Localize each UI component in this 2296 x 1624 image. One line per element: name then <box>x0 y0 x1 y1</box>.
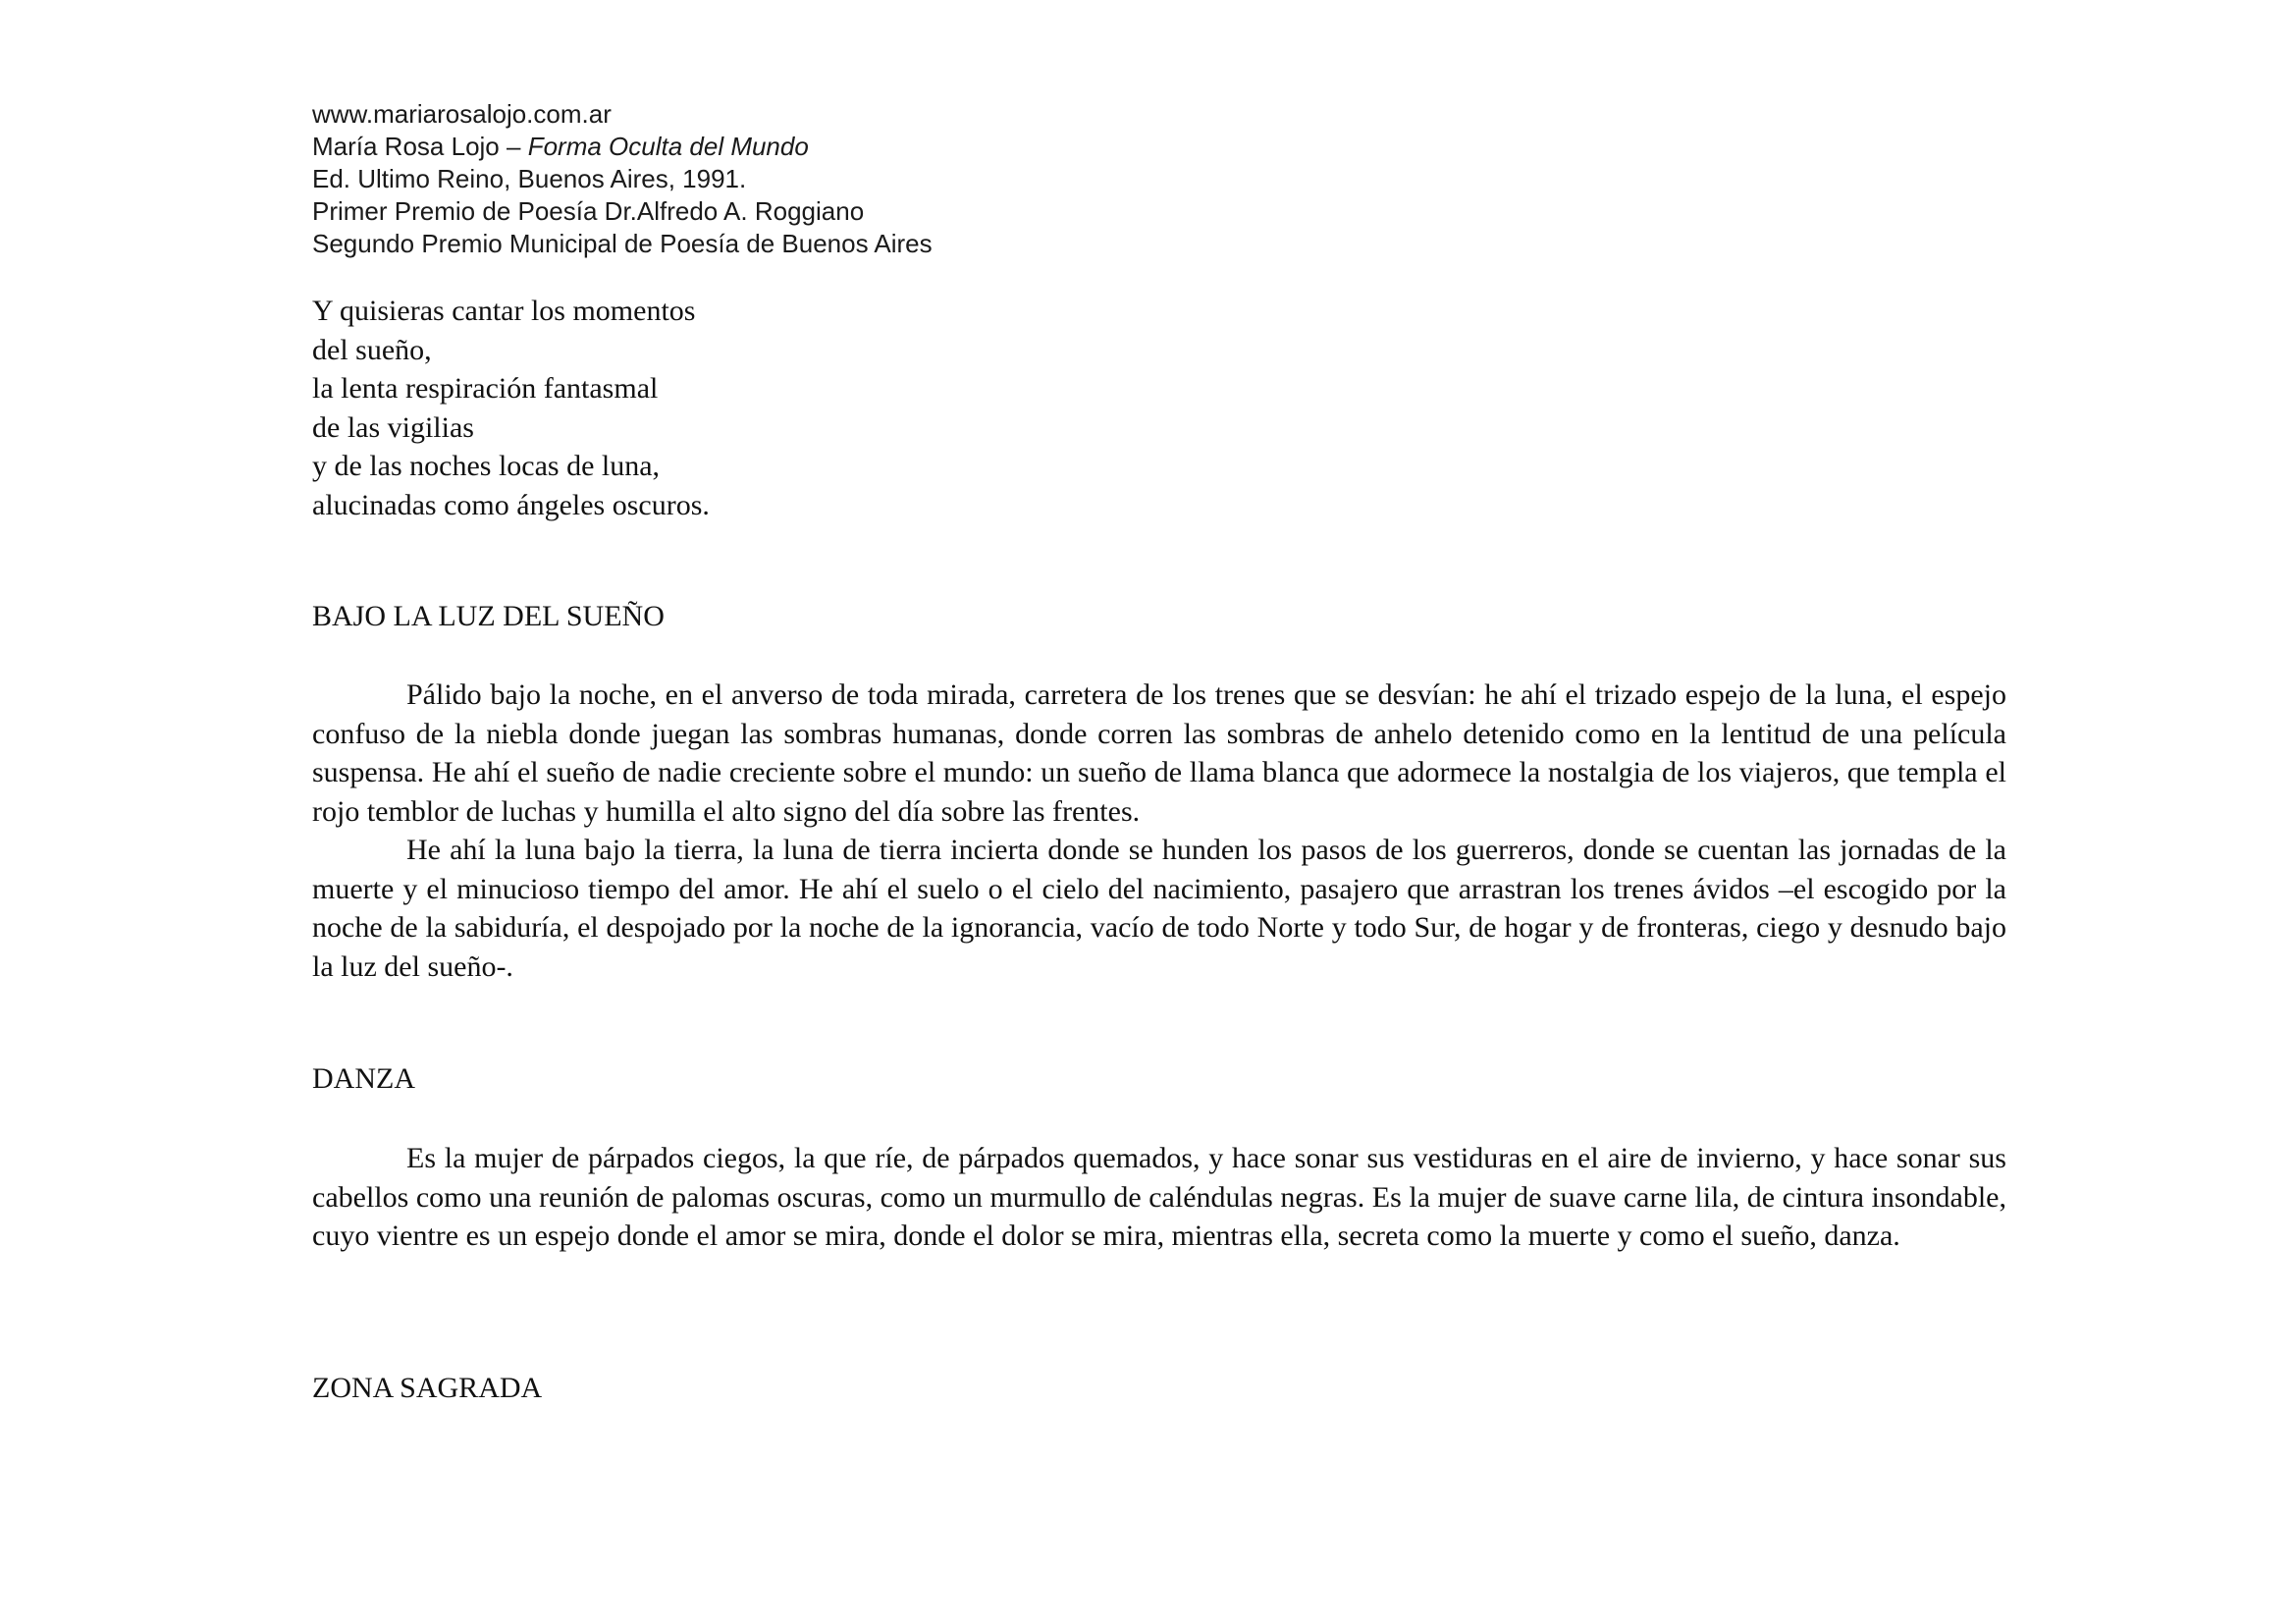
epigraph-poem <box>312 292 1490 524</box>
paragraph: He ahí la luna bajo la tierra, la luna de tierra incierta donde se hunden los pasos de los guerreros, donde se cuentan las jornadas de la muerte y el minucioso tiempo del amor. He ahí el suelo o el cielo del nacimiento, pasajero que arrastran los trenes ávidos –el escogido por la noche de la sabiduría, el despojado por la noche de la ignorancia, vacío de todo Norte y todo Sur, de hogar y de fronteras, ciego y desnudo bajo la luz del sueño-. <box>312 834 2006 983</box>
section-body-bajo-la-luz <box>312 676 2006 986</box>
document-header <box>312 98 1686 260</box>
poem-verse: y de las noches locas de luna, <box>312 450 661 482</box>
author-name: María Rosa Lojo <box>312 132 500 161</box>
paragraph: Pálido bajo la noche, en el anverso de toda mirada, carretera de los trenes que se desvían: he ahí el trizado espejo de la luna, el espejo confuso de la niebla donde juegan las sombras humanas, donde corren las sombras de anhelo detenido como en la lentitud de una película suspensa. He ahí el sueño de nadie creciente sobre el mundo: un sueño de llama blanca que adormece la nostalgia de los viajeros, que templa el rojo temblor de luchas y humilla el alto signo del día sobre las frentes. <box>312 678 2006 828</box>
section-body-danza <box>312 1139 2006 1256</box>
award-second: Segundo Premio Municipal de Poesía de Buenos Aires <box>312 229 933 258</box>
author-title-separator: – <box>499 132 528 161</box>
poem-verse: la lenta respiración fantasmal <box>312 372 659 405</box>
paragraph: Es la mujer de párpados ciegos, la que ríe, de párpados quemados, y hace sonar sus vestiduras en el aire de invierno, y hace sonar sus cabellos como una reunión de palomas oscuras, como un murmullo de caléndulas negras. Es la mujer de suave carne lila, de cintura insondable, cuyo vientre es un espejo donde el amor se mira, donde el dolor se mira, mientras ella, secreta como la muerte y como el sueño, danza. <box>312 1142 2006 1252</box>
poem-verse: alucinadas como ángeles oscuros. <box>312 488 710 521</box>
book-title: Forma Oculta del Mundo <box>527 132 809 161</box>
section-title-danza: DANZA <box>312 1062 415 1095</box>
award-first: Primer Premio de Poesía Dr.Alfredo A. Roggiano <box>312 196 865 226</box>
poem-verse: de las vigilias <box>312 410 474 444</box>
section-title-bajo-la-luz: BAJO LA LUZ DEL SUEÑO <box>312 600 665 632</box>
author-line <box>312 131 1686 163</box>
edition-line: Ed. Ultimo Reino, Buenos Aires, 1991. <box>312 164 747 193</box>
section-title-zona-sagrada: ZONA SAGRADA <box>312 1372 543 1404</box>
poem-verse: Y quisieras cantar los momentos <box>312 295 696 327</box>
poem-verse: del sueño, <box>312 333 432 366</box>
website-url: www.mariarosalojo.com.ar <box>312 99 612 129</box>
